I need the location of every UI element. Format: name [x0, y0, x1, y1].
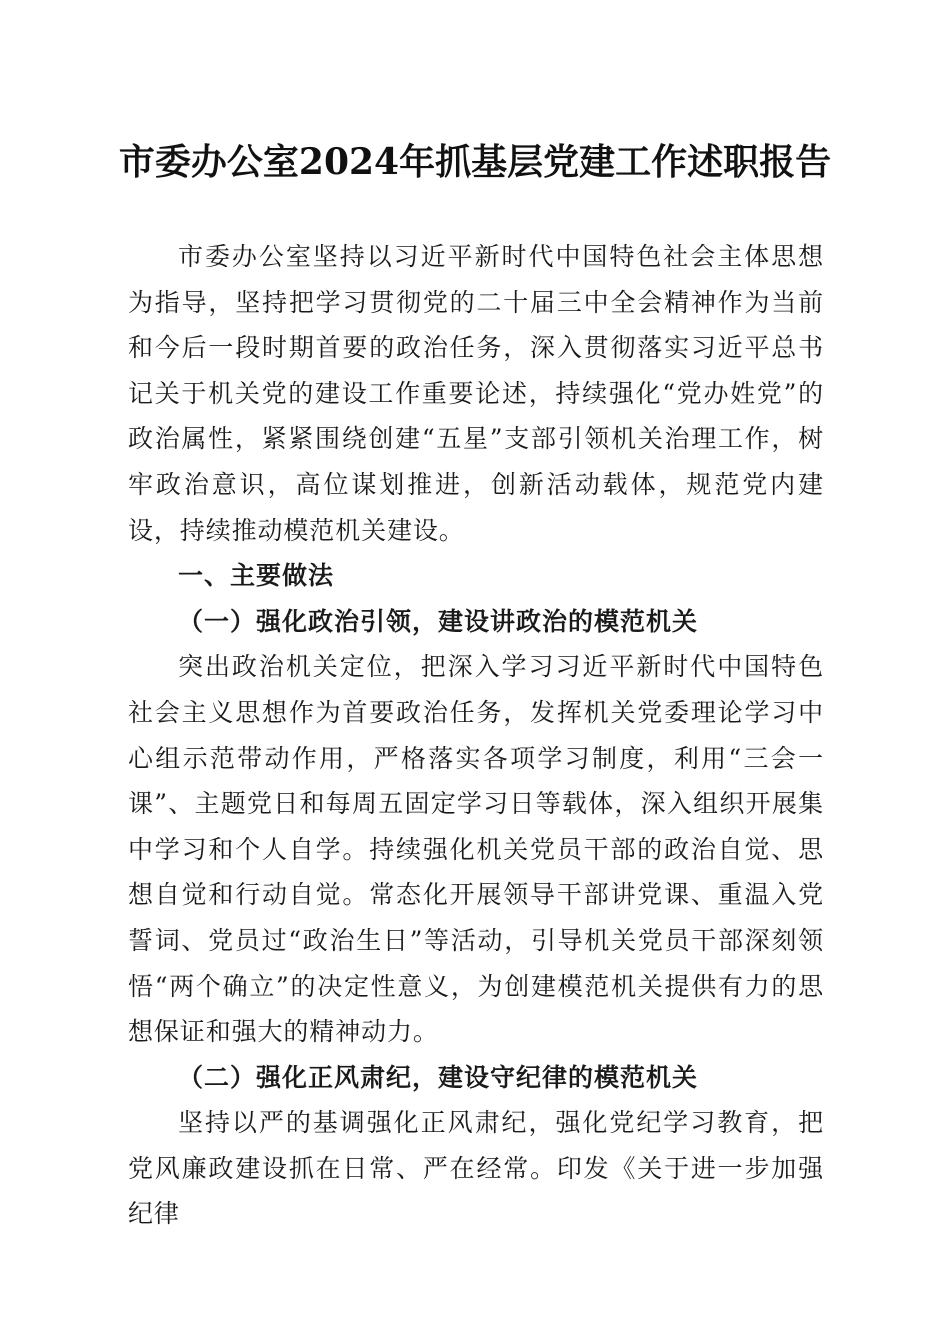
subsection-paragraph-discipline: 坚持以严的基调强化正风肃纪，强化党纪学习教育，把党风廉政建设抓在日常、严在经常。印发《关于进一步加强纪律 [128, 1108, 824, 1229]
intro-paragraph: 市委办公室坚持以习近平新时代中国特色社会主体思想为指导，坚持把学习贯彻党的二十届三中全会精神作为当前和今后一段时期首要的政治任务，深入贯彻落实习近平总书记关于机关党的建设工作重要论述，持续强化“党办姓党”的政治属性，紧紧围绕创建“五星”支部引领机关治理工作，树牢政治意识，高位谋划推进，创新活动载体，规范党内建设，持续推动模范机关建设。 [128, 242, 824, 545]
document-body [128, 234, 824, 1237]
section-heading-main-practices: 一、主要做法 [178, 561, 335, 591]
subsection-paragraph-political-guidance: 突出政治机关定位，把深入学习习近平新时代中国特色社会主义思想作为首要政治任务，发挥机关党委理论学习中心组示范带动作用，严格落实各项学习制度，利用“三会一课”、主题党日和每周五固定学习日等载体，深入组织开展集中学习和个人自学。持续强化机关党员干部的政治自觉、思想自觉和行动自觉。常态化开展领导干部讲党课、重温入党誓词、党员过“政治生日”等活动，引导机关党员干部深刻领悟“两个确立”的决定性意义，为创建模范机关提供有力的思想保证和强大的精神动力。 [128, 652, 824, 1047]
subsection-heading-political-guidance: （一）强化政治引领，建设讲政治的模范机关 [178, 606, 699, 636]
subsection-heading-discipline: （二）强化正风肃纪，建设守纪律的模范机关 [178, 1062, 699, 1092]
document-title: 市委办公室2024年抓基层党建工作述职报告 [118, 141, 832, 183]
